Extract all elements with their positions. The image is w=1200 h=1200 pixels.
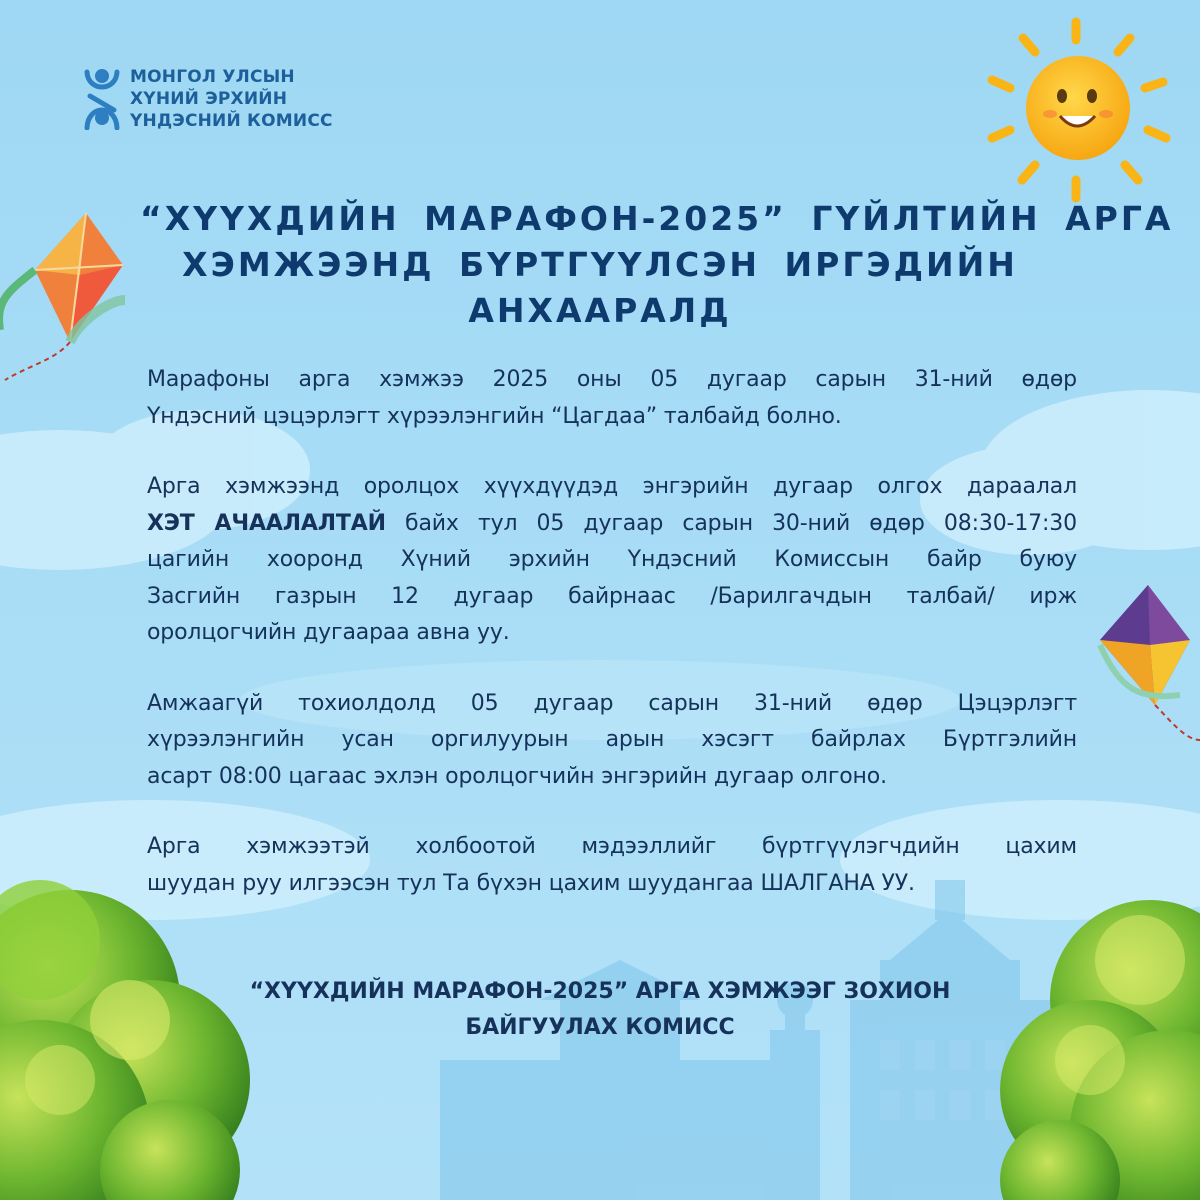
- body-line: Засгийн газрын 12 дугаар байрнаас /Барилгачдын талбай/ ирж: [147, 583, 1077, 609]
- paragraph-venue: [147, 362, 1077, 435]
- footer-line: БАЙГУУЛАХ КОМИСС: [465, 1015, 735, 1040]
- paragraph-email-notice: [147, 829, 1077, 902]
- footer-line: “ХҮҮХДИЙН МАРАФОН-2025” АРГА ХЭМЖЭЭГ ЗОХИОН: [249, 979, 951, 1004]
- logo-text-line: ХҮНИЙ ЭРХИЙН: [130, 89, 288, 109]
- logo-text-line: ҮНДЭСНИЙ КОМИСС: [130, 111, 333, 131]
- body-line: [147, 506, 1077, 543]
- title-line: “ХҮҮХДИЙН МАРАФОН-2025” ГҮЙЛТИЙН АРГА: [140, 199, 1174, 238]
- body-line: асарт 08:00 цагаас эхлэн оролцогчийн энгэрийн дугаар олгоно.: [147, 763, 887, 789]
- title-line: ХЭМЖЭЭНД БҮРТГҮҮЛСЭН ИРГЭДИЙН: [182, 245, 1018, 284]
- body-line: Марафоны арга хэмжээ 2025 оны 05 дугаар сарын 31-ний өдөр: [147, 367, 1077, 392]
- page-title: [140, 196, 1174, 334]
- body-line: шуудан руу илгээсэн тул Та бүхэн цахим шуудангаа ШАЛГАНА УУ.: [147, 870, 915, 896]
- paragraph-same-day: [147, 686, 1077, 796]
- organizer-signature: [180, 974, 1020, 1046]
- paragraph-registration: [147, 469, 1077, 652]
- organization-logo: [82, 66, 333, 132]
- logo-text-line: МОНГОЛ УЛСЫН: [130, 67, 295, 87]
- body-line: Арга хэмжээтэй холбоотой мэдээллийг бүртгүүлэгчдийн цахим: [147, 834, 1077, 859]
- announcement-body: [147, 362, 1077, 936]
- body-line: хүрээлэнгийн усан оргилуурын арын хэсэгт байрлах Бүртгэлийн: [147, 727, 1077, 752]
- highlight-text: ХЭТ АЧААЛАЛТАЙ: [147, 510, 386, 536]
- human-rights-logo-icon: [82, 66, 122, 130]
- title-line: АНХААРАЛД: [468, 291, 732, 330]
- body-line: Арга хэмжээнд оролцох хүүхдүүдэд энгэрийн дугаар олгох дараалал: [147, 474, 1077, 499]
- body-line: Амжаагүй тохиолдолд 05 дугаар сарын 31-ний өдөр Цэцэрлэгт: [147, 690, 1077, 716]
- body-line: оролцогчийн дугаараа авна уу.: [147, 620, 510, 645]
- body-line: Үндэсний цэцэрлэгт хүрээлэнгийн “Цагдаа” талбайд болно.: [147, 403, 842, 429]
- body-line: цагийн хооронд Хүний эрхийн Үндэсний Комиссын байр буюу: [147, 547, 1077, 572]
- body-text: байх тул 05 дугаар сарын 30-ний өдөр 08:30-17:30: [385, 510, 1077, 536]
